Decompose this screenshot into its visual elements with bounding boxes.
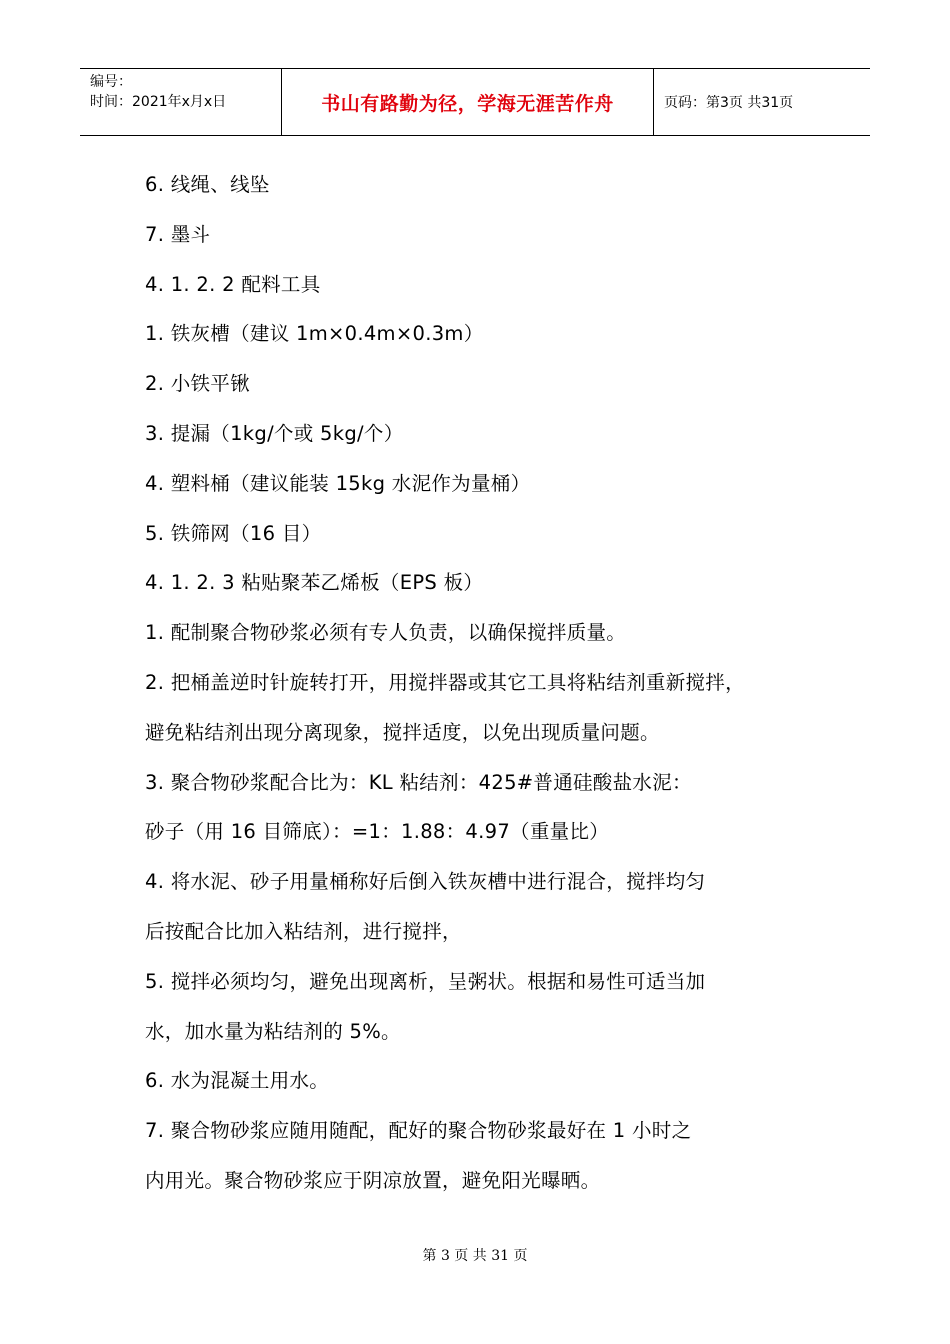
body-line: 3. 提漏（1kg/个或 5kg/个） bbox=[145, 421, 404, 445]
section-heading: 4. 1. 2. 2 配料工具 bbox=[145, 272, 321, 296]
footer-page-number: 第 3 页 共 31 页 bbox=[422, 1248, 528, 1264]
document-number-label: 编号： bbox=[90, 74, 132, 90]
body-line: 7. 聚合物砂浆应随用随配，配好的聚合物砂浆最好在 1 小时之 bbox=[145, 1119, 692, 1143]
body-line: 水，加水量为粘结剂的 5%。 bbox=[145, 1019, 401, 1043]
body-line: 4. 将水泥、砂子用量桶称好后倒入铁灰槽中进行混合，搅拌均匀 bbox=[145, 870, 706, 894]
header-page-cell bbox=[654, 69, 870, 135]
body-line: 7. 墨斗 bbox=[145, 222, 211, 246]
body-line: 6. 水为混凝土用水。 bbox=[145, 1069, 330, 1093]
body-line: 避免粘结剂出现分离现象，搅拌适度，以免出现质量问题。 bbox=[145, 720, 660, 744]
header-motto: 书山有路勤为径，学海无涯苦作舟 bbox=[321, 92, 614, 115]
header-page-label: 页码：第3页 共31页 bbox=[664, 95, 794, 111]
body-line: 1. 铁灰槽（建议 1m×0.4m×0.3m） bbox=[145, 322, 484, 346]
header-motto-cell bbox=[282, 69, 654, 135]
body-line: 砂子（用 16 目筛底）：=1：1.88：4.97（重量比） bbox=[145, 820, 610, 844]
body-line: 5. 铁筛网（16 目） bbox=[145, 521, 322, 545]
body-line: 2. 小铁平锹 bbox=[145, 372, 250, 396]
document-body bbox=[145, 160, 825, 1206]
document-date-label: 时间：2021年x月x日 bbox=[90, 94, 227, 110]
header-info-cell bbox=[80, 69, 282, 135]
body-line: 3. 聚合物砂浆配合比为：KL 粘结剂：425#普通硅酸盐水泥： bbox=[145, 770, 692, 794]
body-line: 5. 搅拌必须均匀，避免出现离析，呈粥状。根据和易性可适当加 bbox=[145, 969, 706, 993]
page-header bbox=[80, 68, 870, 136]
page-footer bbox=[0, 1245, 950, 1265]
body-line: 内用光。聚合物砂浆应于阴凉放置，避免阳光曝晒。 bbox=[145, 1168, 601, 1192]
section-heading: 4. 1. 2. 3 粘贴聚苯乙烯板（EPS 板） bbox=[145, 571, 484, 595]
body-line: 1. 配制聚合物砂浆必须有专人负责，以确保搅拌质量。 bbox=[145, 621, 627, 645]
body-line: 4. 塑料桶（建议能装 15kg 水泥作为量桶） bbox=[145, 471, 531, 495]
body-line: 6. 线绳、线坠 bbox=[145, 173, 270, 196]
body-line: 2. 把桶盖逆时针旋转打开，用搅拌器或其它工具将粘结剂重新搅拌， bbox=[145, 670, 745, 694]
body-line: 后按配合比加入粘结剂，进行搅拌， bbox=[145, 919, 462, 943]
